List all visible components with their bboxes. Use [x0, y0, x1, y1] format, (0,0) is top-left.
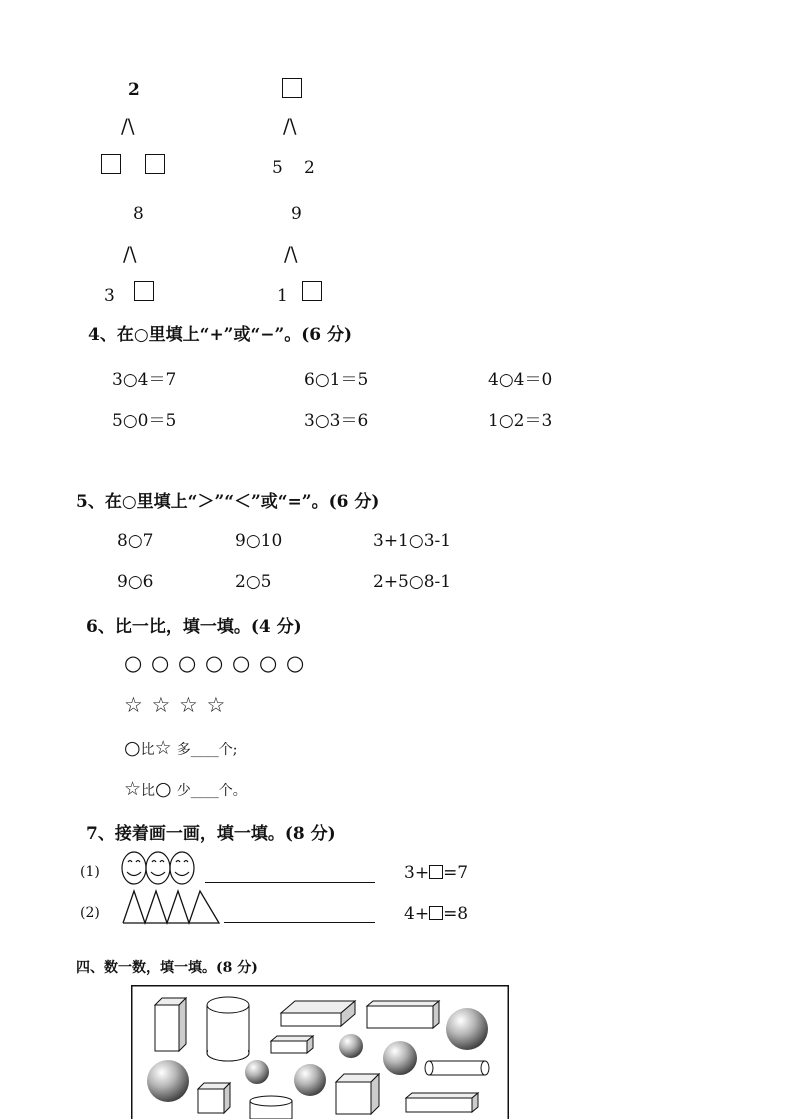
q5-item-2-b: 10: [260, 531, 283, 551]
q6-line2-blank[interactable]: ____: [190, 783, 219, 799]
q4-item-4-result: ＝5: [148, 411, 177, 431]
bond-1-top: 2: [128, 80, 140, 100]
sphere-medium-icon: [383, 1041, 417, 1075]
small-cube-icon: [198, 1083, 230, 1113]
bond-3-branch: /\: [123, 242, 137, 266]
q4-item-3-result: ＝0: [524, 370, 553, 390]
q7-row2-equation: [404, 904, 468, 924]
q5-item-4: [117, 572, 154, 592]
q4-item-5-circle[interactable]: ○: [314, 411, 330, 431]
q5-item-5: [235, 572, 272, 592]
q6-compare-line-2: [124, 778, 247, 800]
q7-row2-answer-box[interactable]: [429, 906, 443, 920]
q6-compare-line-1: [124, 737, 237, 759]
q4-item-4-b: 0: [137, 411, 149, 431]
bond-3-answer-box[interactable]: [134, 281, 154, 301]
bond-2-branch: /\: [283, 114, 297, 138]
q6-line2-bi: 比: [141, 783, 156, 799]
q4-item-2: [304, 365, 368, 390]
small-flat-cuboid-icon: [271, 1036, 313, 1053]
q5-title: 5、在○里填上“＞”“＜”或“=”。(6 分): [76, 492, 380, 512]
short-cylinder-icon: [250, 1096, 292, 1119]
q5-item-4-a: 9: [117, 572, 128, 592]
long-cuboid-icon: [367, 1001, 439, 1028]
q6-line2-tail: 个。: [218, 783, 247, 799]
q6-line1-word: 多: [176, 742, 191, 758]
q5-item-3: [373, 531, 451, 551]
q5-item-5-circle[interactable]: ○: [245, 572, 261, 592]
sphere-small-icon: [245, 1060, 269, 1084]
sphere-large-icon: [446, 1008, 488, 1050]
q4-item-2-b: 1: [329, 370, 341, 390]
cube-icon: [336, 1074, 379, 1114]
circle-icon: ○: [155, 778, 172, 800]
bond-1-answer-box-right[interactable]: [145, 154, 165, 174]
star-icon: ☆: [154, 737, 172, 759]
q4-item-2-a: 6: [304, 370, 315, 390]
q4-item-3-b: 4: [513, 370, 525, 390]
q7-row2-eq-a: 4+: [404, 904, 430, 924]
q4-item-6-b: 2: [513, 411, 525, 431]
q7-row1-answer-box[interactable]: [429, 865, 443, 879]
triangles-icon: [121, 889, 223, 925]
q7-row1-equation: [404, 863, 468, 883]
q5-item-1: [117, 531, 154, 551]
q7-row2-number: (2): [80, 905, 100, 921]
q4-item-2-result: ＝5: [340, 370, 369, 390]
q4-item-5-a: 3: [304, 411, 315, 431]
q7-row2-draw-line[interactable]: [224, 922, 375, 923]
q5-item-3-a: 3+1: [373, 531, 409, 551]
smiley-faces-icon: [120, 850, 200, 886]
cylinder-icon: [207, 997, 249, 1061]
q7-row2-eq-b: =8: [443, 904, 469, 924]
q5-item-1-b: 7: [142, 531, 154, 551]
q4-item-1: [112, 365, 176, 390]
q4-item-4: [112, 406, 176, 431]
q7-row1-eq-b: =7: [443, 863, 469, 883]
bond-4-answer-box[interactable]: [302, 281, 322, 301]
q5-item-4-b: 6: [142, 572, 154, 592]
q4-item-6-circle[interactable]: ○: [498, 411, 514, 431]
q7-title: 7、接着画一画，填一填。(8 分): [86, 824, 336, 844]
q4-item-4-a: 5: [112, 411, 123, 431]
bond-2-left: 5: [272, 158, 283, 178]
q5-item-2-a: 9: [235, 531, 246, 551]
q4-item-6: [488, 406, 552, 431]
q7-row1-number: (1): [80, 864, 100, 880]
q4-item-3-a: 4: [488, 370, 499, 390]
bond-4-left: 1: [277, 286, 288, 306]
q4-item-1-a: 3: [112, 370, 123, 390]
circle-icon: ○: [124, 737, 141, 759]
q7-row1-draw-line[interactable]: [205, 882, 375, 883]
q4-item-1-circle[interactable]: ○: [122, 370, 138, 390]
q4-item-5-b: 3: [329, 411, 341, 431]
q6-stars-row: ☆ ☆ ☆ ☆: [124, 693, 227, 717]
section4-title: 四、数一数，填一填。(8 分): [76, 960, 258, 976]
q4-item-4-circle[interactable]: ○: [122, 411, 138, 431]
q5-item-4-circle[interactable]: ○: [127, 572, 143, 592]
sphere-medium-icon: [294, 1064, 326, 1096]
star-icon: ☆: [124, 778, 142, 800]
q5-item-1-a: 8: [117, 531, 128, 551]
q4-item-3: [488, 365, 552, 390]
q6-line1-blank[interactable]: ____: [190, 742, 219, 758]
q4-item-5: [304, 406, 368, 431]
q5-item-2: [235, 531, 282, 551]
q4-item-1-result: ＝7: [148, 370, 177, 390]
bond-3-left: 3: [104, 286, 115, 306]
q6-line1-bi: 比: [140, 742, 155, 758]
bond-1-answer-box-left[interactable]: [101, 154, 121, 174]
q4-item-5-result: ＝6: [340, 411, 369, 431]
q4-item-6-a: 1: [488, 411, 499, 431]
q5-item-3-circle[interactable]: ○: [408, 531, 424, 551]
q6-circles-row: ○ ○ ○ ○ ○ ○ ○: [124, 651, 306, 675]
q4-item-1-b: 4: [137, 370, 149, 390]
bond-2-answer-box-top[interactable]: [282, 78, 302, 98]
bond-2-right: 2: [304, 158, 315, 178]
q5-item-6-b: 8-1: [423, 572, 452, 592]
q5-item-6-circle[interactable]: ○: [408, 572, 424, 592]
q5-item-3-b: 3-1: [423, 531, 452, 551]
shapes-counting-picture: [131, 985, 509, 1119]
bond-4-branch: /\: [284, 242, 298, 266]
q5-item-1-circle[interactable]: ○: [127, 531, 143, 551]
q5-item-5-b: 5: [260, 572, 272, 592]
q4-item-3-circle[interactable]: ○: [498, 370, 514, 390]
sphere-large-icon: [147, 1060, 189, 1102]
q6-line2-word: 少: [176, 783, 191, 799]
sphere-small-icon: [339, 1034, 363, 1058]
flat-cuboid-icon: [281, 1001, 355, 1026]
q6-line1-tail: 个;: [218, 742, 238, 758]
q5-item-2-circle[interactable]: ○: [245, 531, 261, 551]
q5-item-6-a: 2+5: [373, 572, 409, 592]
q5-item-6: [373, 572, 451, 592]
horizontal-cylinder-icon: [425, 1061, 489, 1075]
bottom-flat-cuboid-icon: [406, 1093, 478, 1112]
q7-row1-eq-a: 3+: [404, 863, 430, 883]
bond-4-top: 9: [291, 204, 302, 224]
q4-item-6-result: ＝3: [524, 411, 553, 431]
bond-1-branch: /\: [121, 114, 135, 138]
q4-item-2-circle[interactable]: ○: [314, 370, 330, 390]
q6-title: 6、比一比，填一填。(4 分): [86, 617, 302, 637]
q4-title: 4、在○里填上“+”或“−”。(6 分): [88, 325, 353, 345]
cuboid-tall-icon: [155, 998, 186, 1051]
bond-3-top: 8: [133, 204, 144, 224]
q5-item-5-a: 2: [235, 572, 246, 592]
